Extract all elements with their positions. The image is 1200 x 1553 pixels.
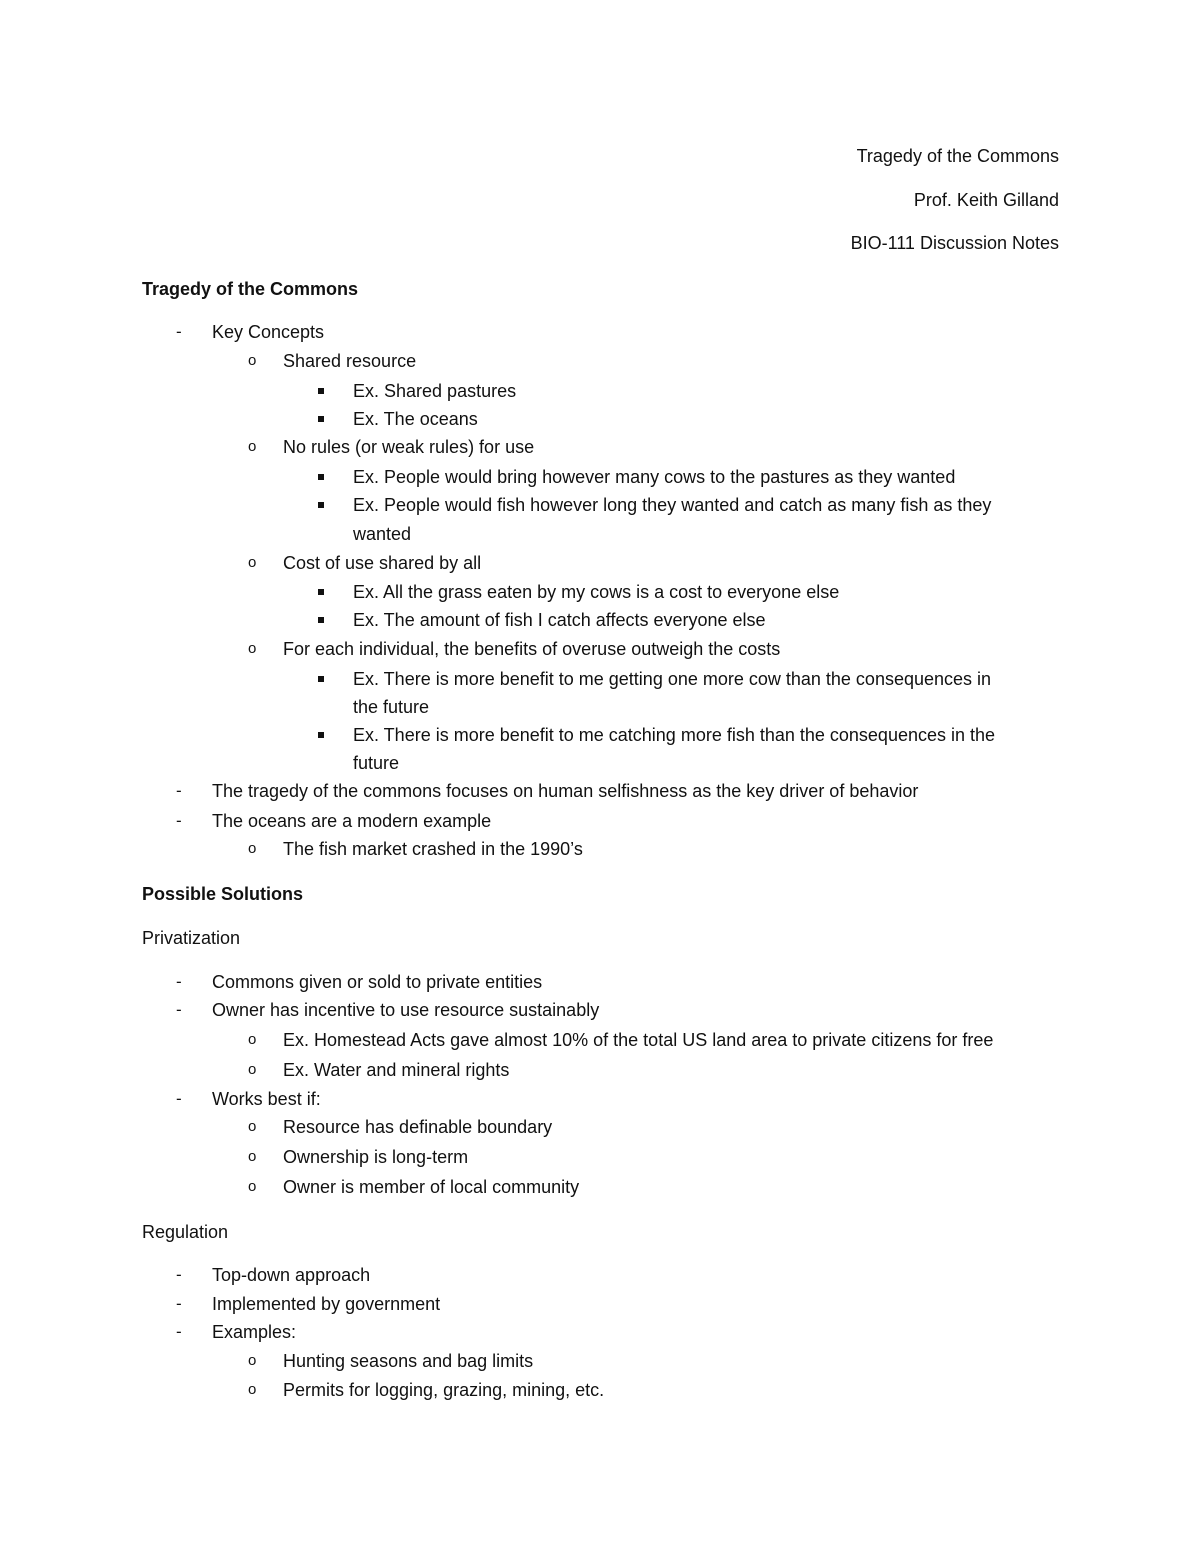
circle-bullet: o bbox=[248, 1381, 257, 1398]
list-item-cost: Cost of use shared by all bbox=[283, 553, 482, 573]
subheading-regulation: Regulation bbox=[142, 1222, 229, 1242]
list-item-rules-ex1: Ex. People would bring however many cows to the pastures as they wanted bbox=[353, 467, 956, 487]
circle-bullet: o bbox=[248, 1352, 257, 1369]
dash-bullet: - bbox=[176, 1265, 182, 1284]
list-item-cost-ex2: Ex. The amount of fish I catch affects everyone else bbox=[353, 610, 766, 630]
list-item-shared-resource: Shared resource bbox=[283, 351, 417, 371]
circle-bullet: o bbox=[248, 640, 257, 657]
list-item-no-rules: No rules (or weak rules) for use bbox=[283, 437, 535, 457]
list-item-examples: Examples: bbox=[212, 1322, 297, 1342]
circle-bullet: o bbox=[248, 352, 257, 369]
list-item-boundary: Resource has definable boundary bbox=[283, 1117, 553, 1137]
section-heading-solutions: Possible Solutions bbox=[142, 884, 304, 904]
circle-bullet: o bbox=[248, 1178, 257, 1195]
square-bullet-icon bbox=[318, 732, 324, 738]
list-item-shared-ex1: Ex. Shared pastures bbox=[353, 381, 517, 401]
list-item-key-concepts: Key Concepts bbox=[212, 322, 325, 342]
subheading-privatization: Privatization bbox=[142, 928, 241, 948]
dash-bullet: - bbox=[176, 781, 182, 800]
square-bullet-icon bbox=[318, 676, 324, 682]
author-name: Prof. Keith Gilland bbox=[913, 190, 1059, 210]
circle-bullet: o bbox=[248, 840, 257, 857]
circle-bullet: o bbox=[248, 1031, 257, 1048]
list-item-rules-ex2-line1: Ex. People would fish however long they wanted and catch as many fish as they bbox=[353, 495, 992, 515]
circle-bullet: o bbox=[248, 1148, 257, 1165]
list-item-benefits-ex1-line2: the future bbox=[353, 697, 430, 717]
circle-bullet: o bbox=[248, 1061, 257, 1078]
square-bullet-icon bbox=[318, 502, 324, 508]
list-item-fish-market: The fish market crashed in the 1990’s bbox=[283, 839, 583, 859]
circle-bullet: o bbox=[248, 1118, 257, 1135]
list-item-top-down: Top-down approach bbox=[212, 1265, 371, 1285]
dash-bullet: - bbox=[176, 322, 182, 341]
circle-bullet: o bbox=[248, 554, 257, 571]
dash-bullet: - bbox=[176, 1294, 182, 1313]
list-item-water-rights: Ex. Water and mineral rights bbox=[283, 1060, 510, 1080]
list-item-rules-ex2-line2: wanted bbox=[353, 524, 412, 544]
square-bullet-icon bbox=[318, 617, 324, 623]
list-item-homestead: Ex. Homestead Acts gave almost 10% of the total US land area to private citizens for free bbox=[283, 1030, 994, 1050]
dash-bullet: - bbox=[176, 1089, 182, 1108]
document-title: Tragedy of the Commons bbox=[856, 146, 1059, 166]
square-bullet-icon bbox=[318, 589, 324, 595]
square-bullet-icon bbox=[318, 388, 324, 394]
list-item-benefits: For each individual, the benefits of overuse outweigh the costs bbox=[283, 639, 781, 659]
list-item-selfishness: The tragedy of the commons focuses on human selfishness as the key driver of behavior bbox=[212, 781, 919, 801]
list-item-long-term: Ownership is long-term bbox=[283, 1147, 469, 1167]
dash-bullet: - bbox=[176, 811, 182, 830]
list-item-commons-given: Commons given or sold to private entities bbox=[212, 972, 543, 992]
list-item-local-community: Owner is member of local community bbox=[283, 1177, 580, 1197]
section-heading-tragedy: Tragedy of the Commons bbox=[142, 279, 359, 299]
circle-bullet: o bbox=[248, 438, 257, 455]
list-item-owner-incentive: Owner has incentive to use resource sustainably bbox=[212, 1000, 600, 1020]
list-item-benefits-ex2-line1: Ex. There is more benefit to me catching more fish than the consequences in the bbox=[353, 725, 996, 745]
list-item-works-best: Works best if: bbox=[212, 1089, 321, 1109]
list-item-hunting: Hunting seasons and bag limits bbox=[283, 1351, 534, 1371]
dash-bullet: - bbox=[176, 972, 182, 991]
list-item-government: Implemented by government bbox=[212, 1294, 441, 1314]
list-item-cost-ex1: Ex. All the grass eaten by my cows is a cost to everyone else bbox=[353, 582, 840, 602]
square-bullet-icon bbox=[318, 474, 324, 480]
list-item-permits: Permits for logging, grazing, mining, etc. bbox=[283, 1380, 605, 1400]
dash-bullet: - bbox=[176, 1322, 182, 1341]
course-name: BIO-111 Discussion Notes bbox=[850, 233, 1059, 253]
list-item-benefits-ex2-line2: future bbox=[353, 753, 400, 773]
list-item-benefits-ex1-line1: Ex. There is more benefit to me getting one more cow than the consequences in bbox=[353, 669, 992, 689]
square-bullet-icon bbox=[318, 416, 324, 422]
list-item-oceans: The oceans are a modern example bbox=[212, 811, 492, 831]
dash-bullet: - bbox=[176, 1000, 182, 1019]
list-item-shared-ex2: Ex. The oceans bbox=[353, 409, 478, 429]
